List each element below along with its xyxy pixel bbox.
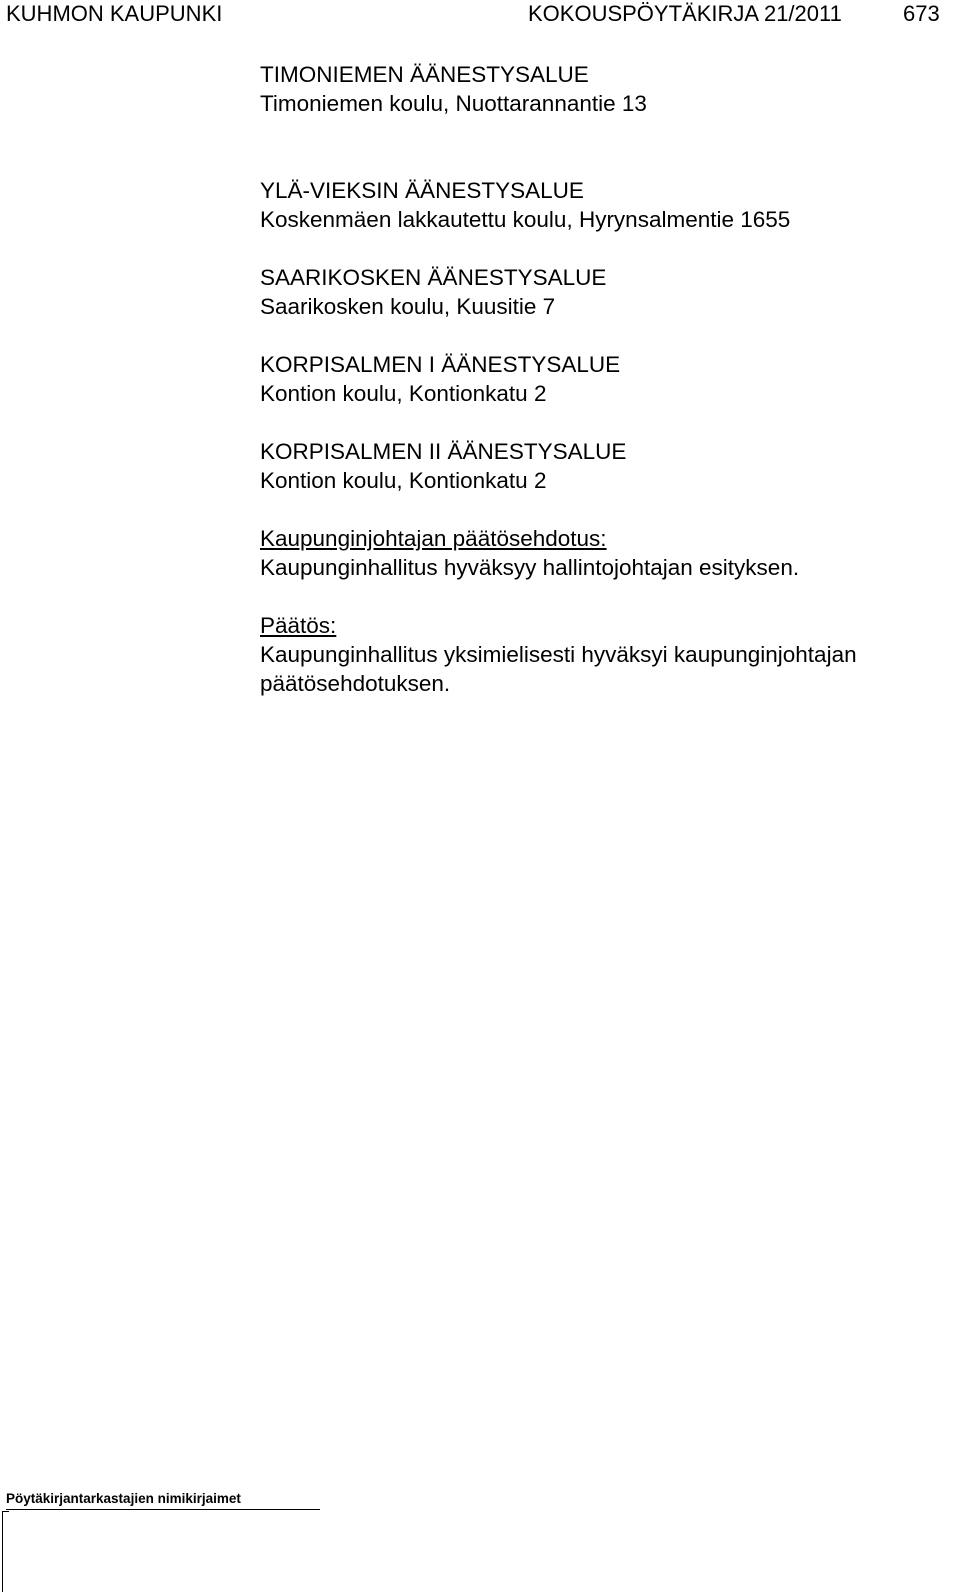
decision-text: Kaupunginhallitus yksimielisesti hyväksyi kaupunginjohtajan päätösehdotuksen. bbox=[260, 642, 857, 696]
signature-line bbox=[6, 1509, 320, 1510]
polling-area-korpisalmi-2 bbox=[260, 437, 950, 495]
mayor-proposal bbox=[260, 524, 950, 582]
organization-name: KUHMON KAUPUNKI bbox=[6, 1, 223, 26]
polling-area-location: Saarikosken koulu, Kuusitie 7 bbox=[260, 294, 556, 319]
document-body bbox=[260, 60, 950, 698]
page-number: 673 bbox=[903, 1, 940, 26]
polling-area-location: Kontion koulu, Kontionkatu 2 bbox=[260, 468, 547, 493]
polling-area-name: YLÄ-VIEKSIN ÄÄNESTYSALUE bbox=[260, 178, 584, 203]
proposal-heading: Kaupunginjohtajan päätösehdotus: bbox=[260, 526, 607, 551]
page-footer bbox=[0, 1489, 960, 1594]
polling-area-korpisalmi-1 bbox=[260, 350, 950, 408]
polling-area-timoniemi bbox=[260, 60, 950, 118]
signature-box bbox=[2, 1511, 9, 1592]
decision bbox=[260, 611, 950, 698]
decision-heading: Päätös: bbox=[260, 613, 337, 638]
polling-area-location: Kontion koulu, Kontionkatu 2 bbox=[260, 381, 547, 406]
polling-area-yla-vieksi bbox=[260, 176, 950, 234]
page-header bbox=[0, 0, 960, 30]
polling-area-location: Koskenmäen lakkautettu koulu, Hyrynsalmentie 1655 bbox=[260, 207, 791, 232]
polling-area-name: TIMONIEMEN ÄÄNESTYSALUE bbox=[260, 62, 589, 87]
proposal-text: Kaupunginhallitus hyväksyy hallintojohtajan esityksen. bbox=[260, 555, 800, 580]
polling-area-name: KORPISALMEN II ÄÄNESTYSALUE bbox=[260, 439, 627, 464]
polling-area-saarikoski bbox=[260, 263, 950, 321]
polling-area-name: KORPISALMEN I ÄÄNESTYSALUE bbox=[260, 352, 621, 377]
signature-label: Pöytäkirjantarkastajien nimikirjaimet bbox=[6, 1491, 241, 1506]
document-title: KOKOUSPÖYTÄKIRJA 21/2011 bbox=[528, 1, 842, 26]
polling-area-location: Timoniemen koulu, Nuottarannantie 13 bbox=[260, 91, 647, 116]
polling-area-name: SAARIKOSKEN ÄÄNESTYSALUE bbox=[260, 265, 607, 290]
